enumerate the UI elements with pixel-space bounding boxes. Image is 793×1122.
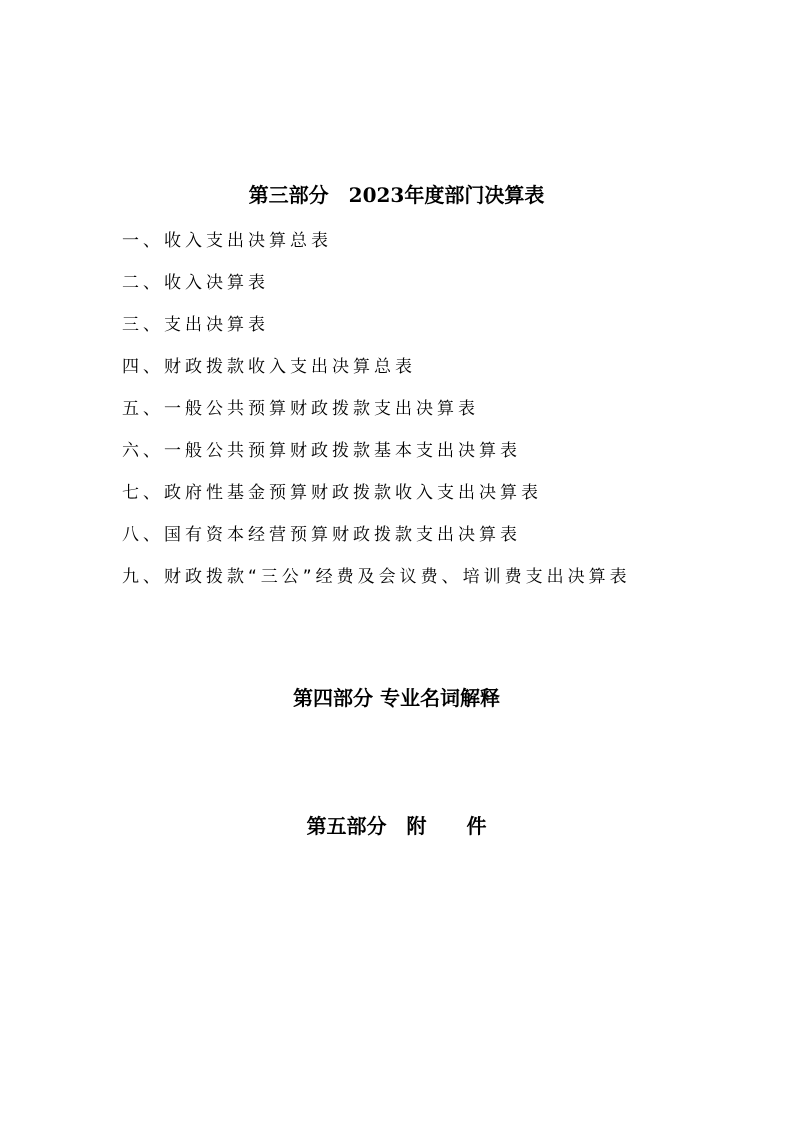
toc-item-1: 一、收入支出决算总表 — [122, 231, 332, 251]
toc-item-5: 五、一般公共预算财政拨款支出决算表 — [122, 399, 479, 419]
toc-item-3: 三、支出决算表 — [122, 315, 269, 335]
toc-item-2: 二、收入决算表 — [122, 273, 269, 293]
toc-item-9: 九、财政拨款“三公”经费及会议费、培训费支出决算表 — [122, 567, 631, 587]
toc-item-7: 七、政府性基金预算财政拨款收入支出决算表 — [122, 483, 542, 503]
part3-table-list — [122, 228, 631, 606]
toc-item-6: 六、一般公共预算财政拨款基本支出决算表 — [122, 441, 521, 461]
part5-title: 第五部分 附 件 — [306, 814, 487, 838]
part4-title: 第四部分 专业名词解释 — [293, 686, 500, 710]
part3-title: 第三部分 2023年度部门决算表 — [248, 183, 545, 207]
toc-item-4: 四、财政拨款收入支出决算总表 — [122, 357, 416, 377]
toc-item-8: 八、国有资本经营预算财政拨款支出决算表 — [122, 525, 521, 545]
